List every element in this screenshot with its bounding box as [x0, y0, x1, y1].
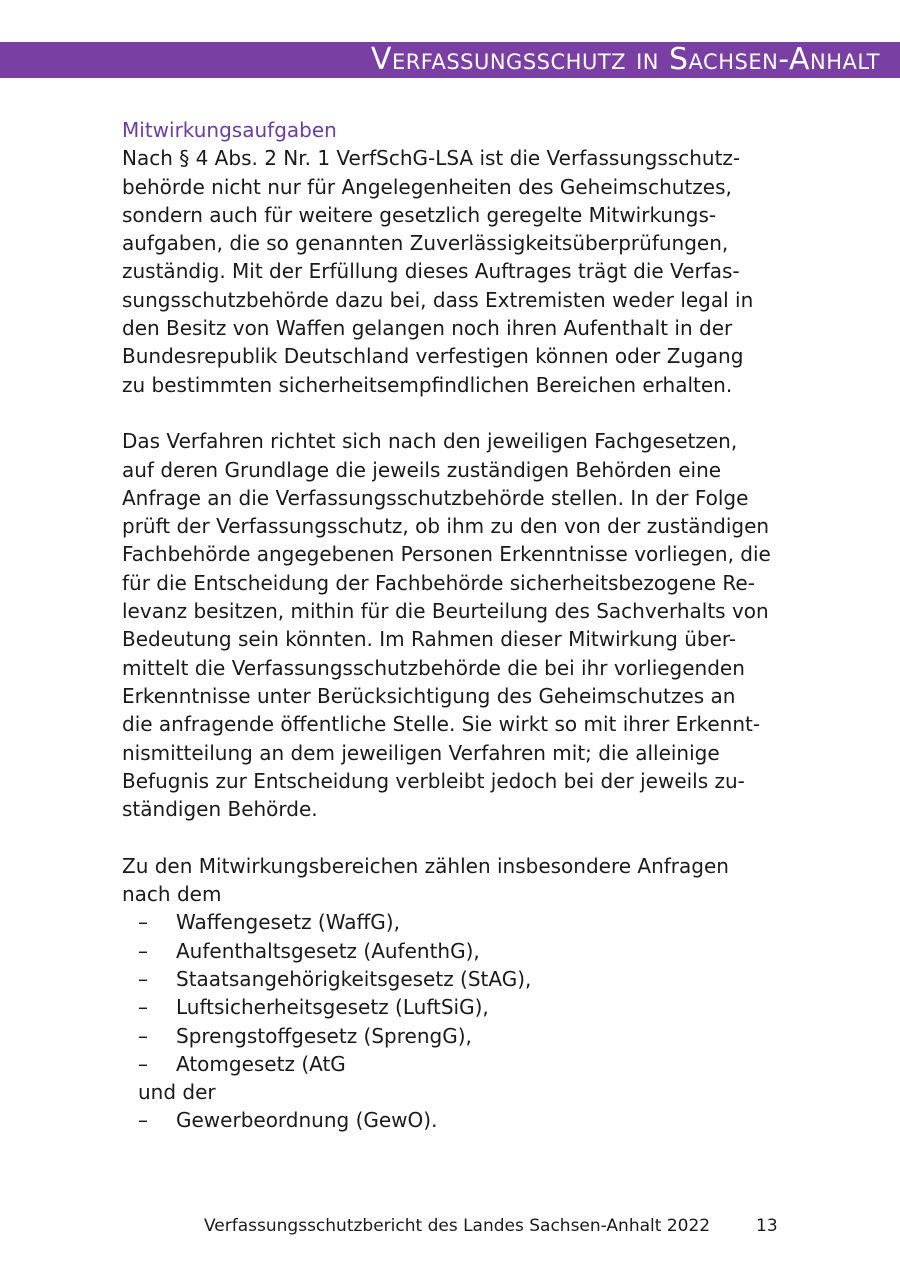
law-list-final: [122, 1106, 802, 1134]
main-content: [122, 116, 802, 1135]
dash-bullet: –: [138, 1023, 148, 1048]
paragraph-1: Nach § 4 Abs. 2 Nr. 1 VerfSchG-LSA ist die Verfassungsschutz- behörde nicht nur für Angelegenheiten des Geheimschutzes, sondern auch für weitere gesetzlich geregelte Mitwirkungs- aufgaben, die so genannten Zuverlässigkeitsüberprüfungen, zuständig. Mit der Erfüllung dieses Auftrages trägt die Verfas- sungsschutzbehörde dazu bei, dass Extremisten weder legal in den Besitz von Waffen gelangen noch ihren Aufenthalt in der Bundesrepublik Deutschland verfestigen können oder Zugang zu bestimmten sicherheitsempfindlichen Bereichen erhalten.: [122, 146, 754, 397]
list-item: [122, 937, 802, 965]
list-item-text: Staatsangehörigkeitsgesetz (StAG),: [176, 966, 532, 991]
list-item: [122, 1106, 802, 1134]
law-list: [122, 908, 802, 1078]
list-item: [122, 1050, 802, 1078]
page-number: 13: [756, 1216, 778, 1236]
paragraph-2: Das Verfahren richtet sich nach den jeweiligen Fachgesetzen, auf deren Grundlage die jeweils zuständigen Behörden eine Anfrage an die Verfassungsschutzbehörde stellen. In der Folge prüft der Verfassungsschutz, ob ihm zu den von der zuständigen Fachbehörde angegebenen Personen Erkenntnisse vorliegen, die für die Entscheidung der Fachbehörde sicherheitsbezogene Re- levanz besitzen, mithin für die Beurteilung des Sachverhalts von Bedeutung sein könnten. Im Rahmen dieser Mitwirkung über- mittelt die Verfassungsschutzbehörde die bei ihr vorliegenden Erkenntnisse unter Berücksichtigung des Geheimschutzes an die anfragende öffentliche Stelle. Sie wirkt so mit ihrer Erkennt- nismitteilung an dem jeweiligen Verfahren mit; die alleinige Befugnis zur Entscheidung verbleibt jedoch bei der jeweils zu- ständigen Behörde.: [122, 429, 771, 822]
dash-bullet: –: [138, 1051, 148, 1076]
list-item-text: Waffengesetz (WaffG),: [176, 910, 400, 935]
section-heading: Mitwirkungsaufgaben: [122, 118, 337, 142]
paragraph-spacer: [122, 399, 802, 427]
page-header-title: Verfassungsschutz in Sachsen-Anhalt: [370, 42, 880, 77]
dash-bullet: –: [138, 995, 148, 1020]
dash-bullet: –: [138, 1108, 148, 1133]
dash-bullet: –: [138, 966, 148, 991]
paragraph-3: Zu den Mitwirkungsbereichen zählen insbesondere Anfragen nach dem: [122, 853, 729, 907]
footer-report-title: Verfassungsschutzbericht des Landes Sachsen-Anhalt 2022: [204, 1216, 711, 1236]
list-item: [122, 1022, 802, 1050]
list-connector: und der: [138, 1080, 216, 1105]
list-item-text: Gewerbeordnung (GewO).: [176, 1108, 438, 1133]
list-item: [122, 908, 802, 936]
list-item-text: Atomgesetz (AtG: [176, 1051, 346, 1076]
header-bar: [0, 42, 900, 78]
list-item: [122, 993, 802, 1021]
dash-bullet: –: [138, 910, 148, 935]
paragraph-spacer: [122, 823, 802, 851]
list-item-text: Sprengstoffgesetz (SprengG),: [176, 1023, 472, 1048]
list-item-text: Luftsicherheitsgesetz (LuftSiG),: [176, 995, 489, 1020]
dash-bullet: –: [138, 938, 148, 963]
list-item-text: Aufenthaltsgesetz (AufenthG),: [176, 938, 480, 963]
list-item: [122, 965, 802, 993]
